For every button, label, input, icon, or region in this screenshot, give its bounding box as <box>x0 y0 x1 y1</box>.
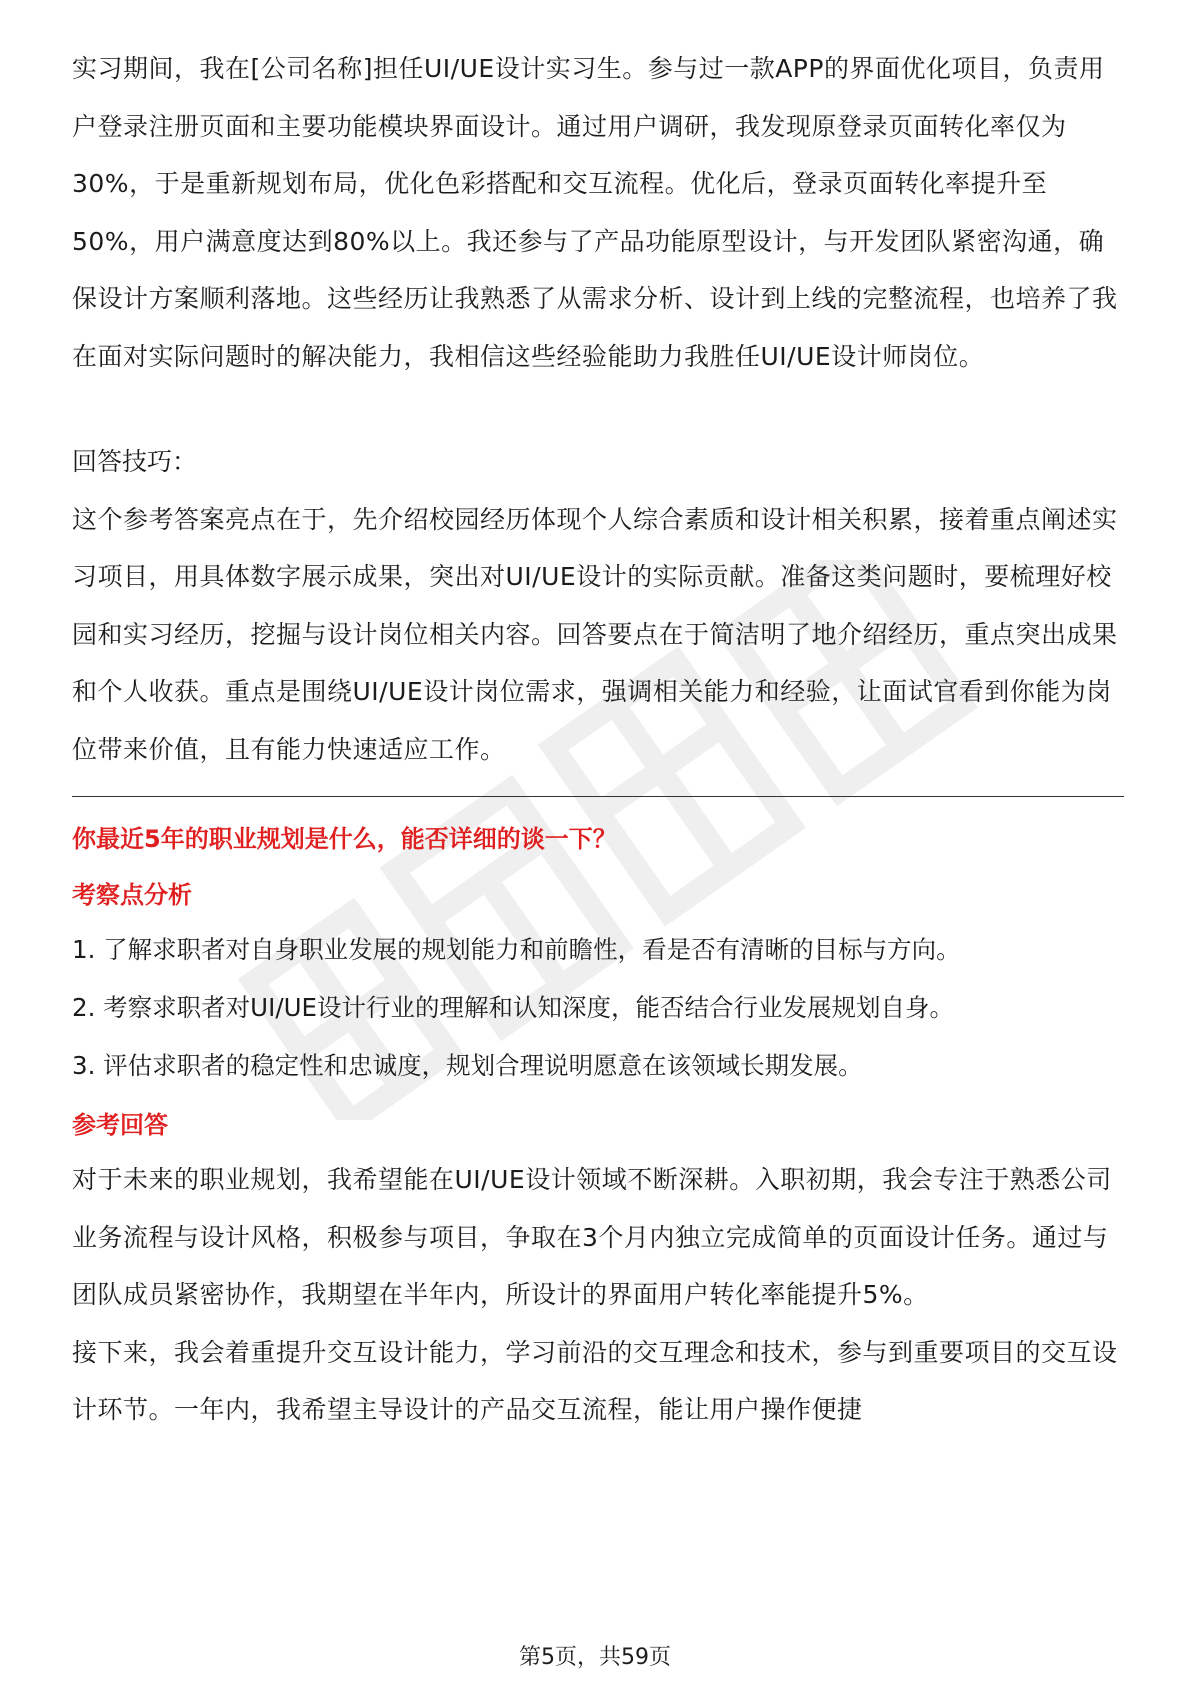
answer-paragraph: 对于未来的职业规划，我希望能在UI/UE设计领域不断深耕。入职初期，我会专注于熟悉公司业务流程与设计风格，积极参与项目，争取在3个月内独立完成简单的页面设计任务。通过与团队成员紧密协作，我期望在半年内，所设计的界面用户转化率能提升5%。 <box>72 1165 1112 1309</box>
tips-label: 回答技巧： <box>72 447 198 476</box>
analysis-item: 2. 考察求职者对UI/UE设计行业的理解和认知深度，能否结合行业发展规划自身。 <box>72 993 954 1022</box>
spacer <box>72 385 1124 433</box>
document-page <box>72 40 1124 1439</box>
analysis-heading: 考察点分析 <box>72 881 192 909</box>
answer-heading: 参考回答 <box>72 1111 168 1139</box>
analysis-item: 1. 了解求职者对自身职业发展的规划能力和前瞻性，看是否有清晰的目标与方向。 <box>72 935 961 964</box>
question-title: 你最近5年的职业规划是什么，能否详细的谈一下？ <box>72 825 617 853</box>
page-number: 第5页，共59页 <box>519 1645 671 1670</box>
section-divider <box>72 796 1124 797</box>
answer-paragraph: 接下来，我会着重提升交互设计能力，学习前沿的交互理念和技术，参与到重要项目的交互设计环节。一年内，我希望主导设计的产品交互流程，能让用户操作便捷 <box>72 1337 1118 1424</box>
intro-paragraph: 实习期间，我在[公司名称]担任UI/UE设计实习生。参与过一款APP的界面优化项目，负责用户登录注册页面和主要功能模块界面设计。通过用户调研，我发现原登录页面转化率仅为30%，于是重新规划布局，优化色彩搭配和交互流程。优化后，登录页面转化率提升至50%，用户满意度达到80%以上。我还参与了产品功能原型设计，与开发团队紧密沟通，确保设计方案顺利落地。这些经历让我熟悉了从需求分析、设计到上线的完整流程，也培养了我在面对实际问题时的解决能力，我相信这些经验能助力我胜任UI/UE设计师岗位。 <box>72 54 1118 371</box>
tips-paragraph: 这个参考答案亮点在于，先介绍校园经历体现个人综合素质和设计相关积累，接着重点阐述实习项目，用具体数字展示成果，突出对UI/UE设计的实际贡献。准备这类问题时，要梳理好校园和实习经历，挖掘与设计岗位相关内容。回答要点在于简洁明了地介绍经历，重点突出成果和个人收获。重点是围绕UI/UE设计岗位需求，强调相关能力和经验，让面试官看到你能为岗位带来价值，且有能力快速适应工作。 <box>72 504 1118 764</box>
analysis-item: 3. 评估求职者的稳定性和忠诚度，规划合理说明愿意在该领域长期发展。 <box>72 1051 863 1080</box>
analysis-list <box>72 921 1124 1095</box>
